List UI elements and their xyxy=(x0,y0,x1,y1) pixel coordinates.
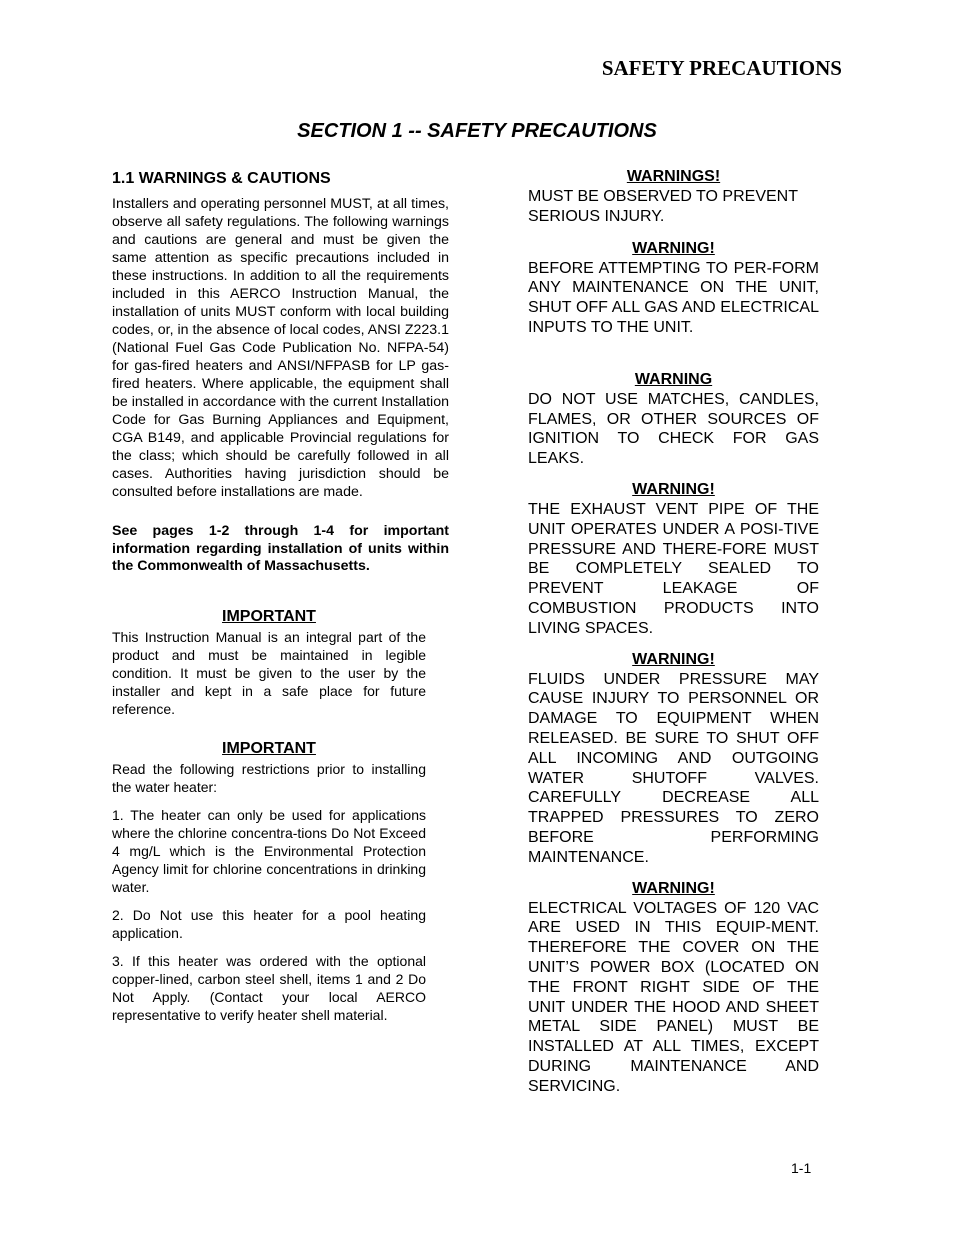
important-block-restrictions xyxy=(112,740,426,1024)
running-header: SAFETY PRECAUTIONS xyxy=(601,56,842,80)
restriction-item-2: 2. Do Not use this heater for a pool heating application. xyxy=(112,906,426,941)
section-title: SECTION 1 -- SAFETY PRECAUTIONS xyxy=(297,120,657,142)
important-heading: IMPORTANT xyxy=(222,607,316,625)
important-block-manual xyxy=(112,608,426,718)
warning-heading: WARNING! xyxy=(632,239,715,257)
restrictions-intro: Read the following restrictions prior to installing the water heater: xyxy=(112,760,426,795)
restriction-item-3: 3. If this heater was ordered with the optional copper-lined, carbon steel shell, items 1 and 2 Do Not Apply. (Contact your local AERCO representative to verify heater shell material. xyxy=(112,952,426,1023)
warning-block-5 xyxy=(528,651,819,868)
warning-heading: WARNING! xyxy=(632,879,715,897)
right-column xyxy=(528,168,819,1096)
intro-paragraph: Installers and operating personnel MUST, at all times, observe all safety regulations. The following warnings and cautions are general and must be given the same attention as specific precautions included in these instructions. In addition to all the requirements included in this AERCO Instruction Manual, the installation of units MUST conform with local building codes, or, in the absence of local codes, ANSI Z223.1 (National Fuel Gas Code Publication No. NFPA-54) for gas-fired heaters and ANSI/NFPASB for LP gas-fired heaters. Where applicable, the equipment shall be installed in accordance with the current Installation Code for Gas Burning Appliances and Equipment, CGA B149, and applicable Provincial regulations for the class; which should be carefully followed in all cases. Authorities having jurisdiction should be consulted before installations are made. xyxy=(112,196,449,500)
warning-block-2 xyxy=(528,240,819,338)
important-heading: IMPORTANT xyxy=(222,739,316,757)
warning-text: MUST BE OBSERVED TO PREVENT SERIOUS INJURY. xyxy=(528,188,798,225)
warning-heading: WARNINGS! xyxy=(626,168,721,185)
page-number: 1-1 xyxy=(791,1160,812,1176)
warning-text: BEFORE ATTEMPTING TO PER-FORM ANY MAINTENANCE ON THE UNIT, SHUT OFF ALL GAS AND ELECTRICAL INPUTS TO THE UNIT. xyxy=(528,259,819,336)
left-column xyxy=(112,170,449,1024)
important-text: This Instruction Manual is an integral part of the product and must be maintained in legible condition. It must be given to the user by the installer and kept in a safe place for future reference. xyxy=(112,628,426,717)
warning-block-1 xyxy=(528,168,819,227)
massachusetts-note: See pages 1-2 through 1-4 for important information regarding installation of units within the Commonwealth of Massachusetts. xyxy=(112,523,449,574)
warning-heading: WARNING xyxy=(634,370,713,388)
warning-block-3 xyxy=(528,371,819,469)
warning-heading: WARNING! xyxy=(632,480,715,498)
warning-block-4 xyxy=(528,481,819,639)
warning-text: FLUIDS UNDER PRESSURE MAY CAUSE INJURY TO PERSONNEL OR DAMAGE TO EQUIPMENT WHEN RELEASED. BE SURE TO SHUT OFF ALL INCOMING AND OUTGOING WATER SHUTOFF VALVES. CAREFULLY DECREASE ALL TRAPPED PRESSURES TO ZERO BEFORE PERFORMING MAINTENANCE. xyxy=(528,670,819,866)
subsection-heading: 1.1 WARNINGS & CAUTIONS xyxy=(112,170,331,187)
warning-text: THE EXHAUST VENT PIPE OF THE UNIT OPERATES UNDER A POSI-TIVE PRESSURE AND THERE-FORE MUST BE COMPLETELY SEALED TO PREVENT LEAKAGE OF COMBUSTION PRODUCTS INTO LIVING SPACES. xyxy=(528,500,819,637)
warning-block-6 xyxy=(528,880,819,1097)
warning-text: ELECTRICAL VOLTAGES OF 120 VAC ARE USED IN THIS EQUIP-MENT. THEREFORE THE COVER ON THE UNIT’S POWER BOX (LOCATED ON THE FRONT RIGHT SIDE OF THE UNIT UNDER THE HOOD AND SHEET METAL SIDE PANEL) MUST BE INSTALLED AT ALL TIMES, EXCEPT DURING MAINTENANCE AND SERVICING. xyxy=(528,899,819,1095)
warning-text: DO NOT USE MATCHES, CANDLES, FLAMES, OR OTHER SOURCES OF IGNITION TO CHECK FOR GAS LEAKS. xyxy=(528,390,819,468)
warning-heading: WARNING! xyxy=(632,650,715,668)
restriction-item-1: 1. The heater can only be used for applications where the chlorine concentra-tions Do Not Exceed 4 mg/L which is the Environmental Protection Agency limit for chlorine concentrations in drinking water. xyxy=(112,806,426,895)
